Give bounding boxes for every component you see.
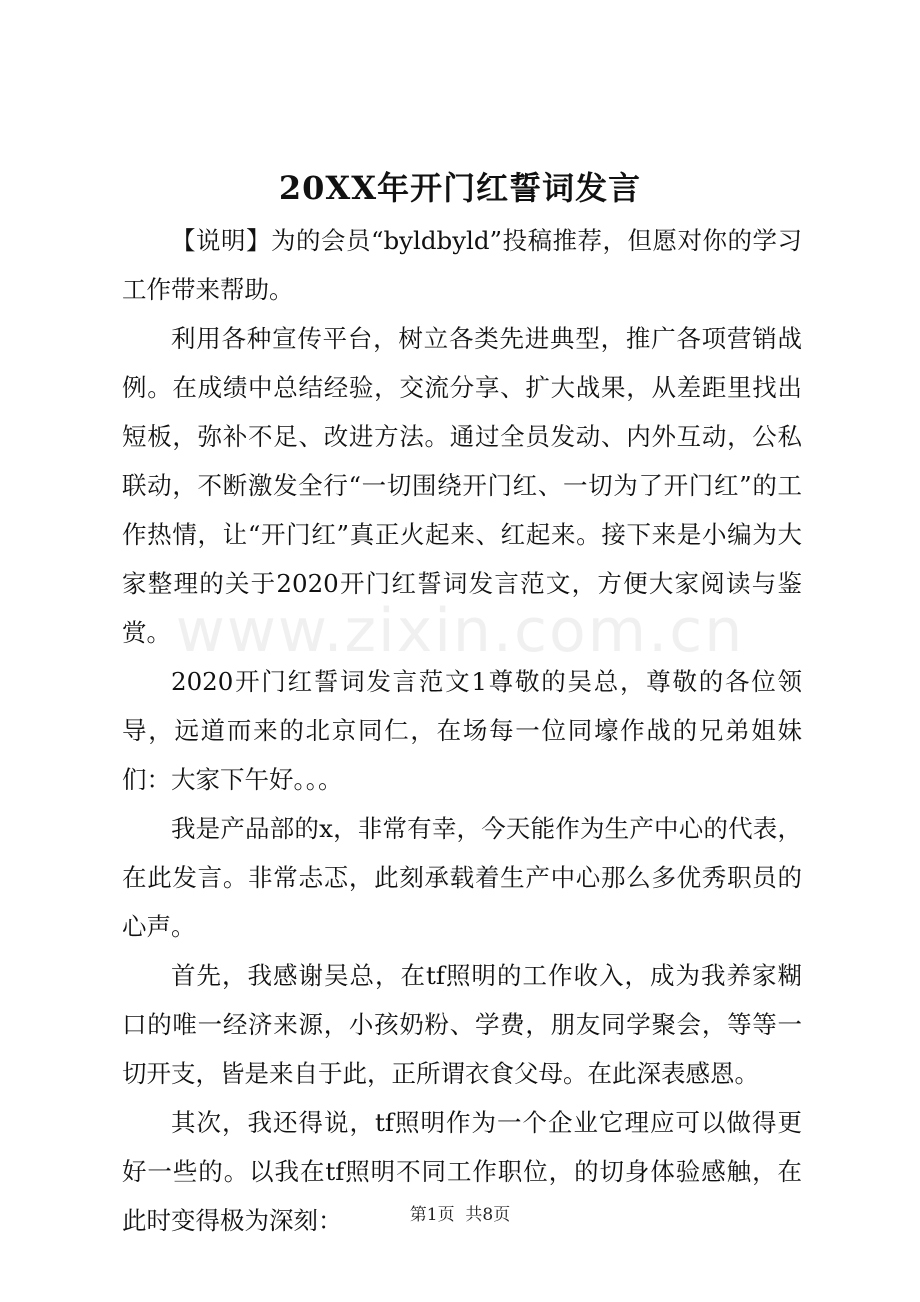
page-number: 第1页 共8页 bbox=[409, 1205, 511, 1225]
paragraph: 利用各种宣传平台，树立各类先进典型，推广各项营销战例。在成绩中总结经验，交流分享、扩大战果，从差距里找出短板，弥补不足、改进方法。通过全员发动、内外互动，公私联动，不断激发全行“一切围绕开门红、一切为了开门红”的工作热情，让“开门红”真正火起来、红起来。接下来是小编为大家整理的关于2020开门红誓词发言范文，方便大家阅读与鉴赏。 bbox=[122, 324, 802, 647]
paragraph: 2020开门红誓词发言范文1尊敬的吴总，尊敬的各位领导，远道而来的北京同仁，在场每一位同壕作战的兄弟姐妹们：大家下午好。。。 bbox=[122, 667, 802, 794]
paragraph: 我是产品部的x，非常有幸，今天能作为生产中心的代表，在此发言。非常忐忑，此刻承载着生产中心那么多优秀职员的心声。 bbox=[122, 814, 802, 941]
document-body bbox=[122, 216, 802, 1245]
paragraph: 首先，我感谢吴总，在tf照明的工作收入，成为我养家糊口的唯一经济来源，小孩奶粉、学费，朋友同学聚会，等等一切开支，皆是来自于此，正所谓衣食父母。在此深表感恩。 bbox=[122, 961, 802, 1088]
document-title: 20XX年开门红誓词发言 bbox=[278, 169, 642, 207]
paragraph: 其次，我还得说，tf照明作为一个企业它理应可以做得更好一些的。以我在tf照明不同工作职位，的切身体验感触，在此时变得极为深刻： bbox=[122, 1108, 802, 1235]
watermark: www.zixin.com.cn bbox=[175, 596, 745, 666]
paragraph: 【说明】为的会员“byldbyld”投稿推荐，但愿对你的学习工作带来帮助。 bbox=[122, 226, 802, 304]
page-footer bbox=[0, 1200, 920, 1225]
